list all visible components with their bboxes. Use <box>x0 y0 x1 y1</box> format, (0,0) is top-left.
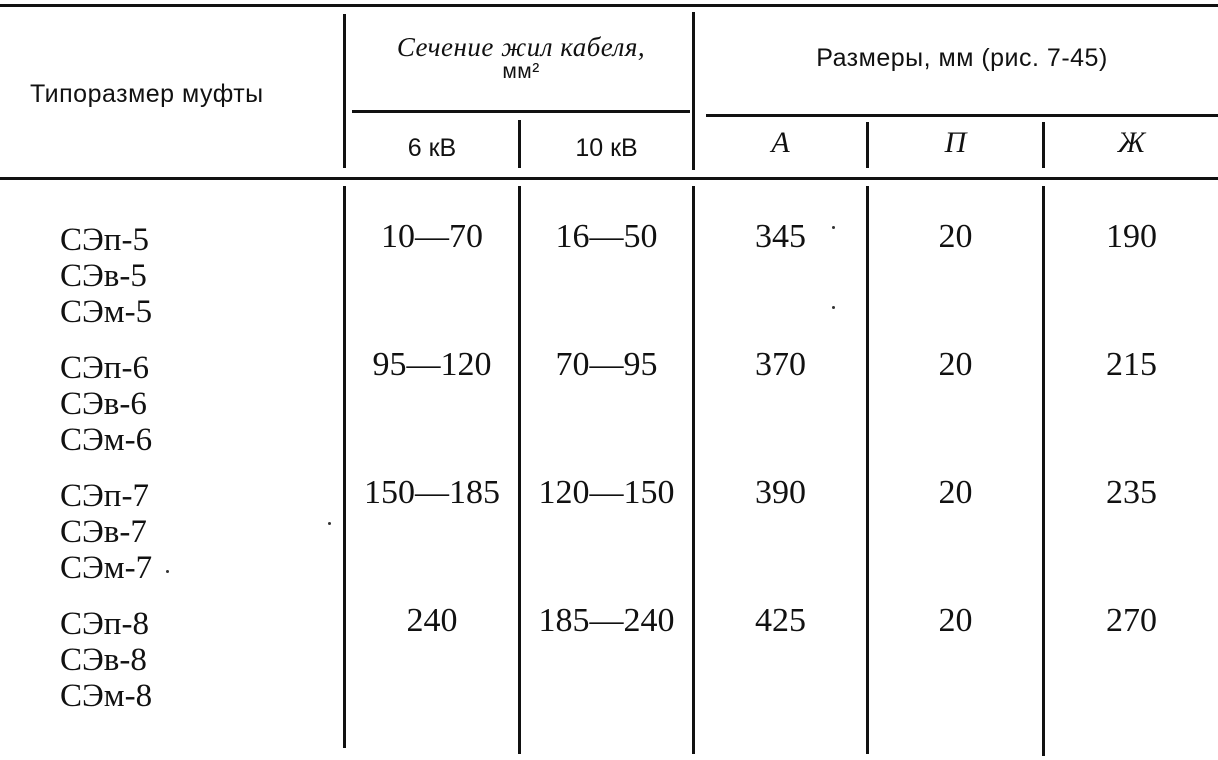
print-speck <box>328 522 331 525</box>
table-row-models <box>60 350 152 458</box>
print-speck <box>166 570 169 573</box>
cell-Zh: 215 <box>1106 346 1157 383</box>
header-A: А <box>771 126 790 159</box>
model-label: СЭм-8 <box>60 678 153 714</box>
cell-6kv: 10—70 <box>381 218 483 255</box>
body-divider-4 <box>866 186 869 754</box>
header-P: П <box>944 126 967 159</box>
header-dimensions: Размеры, мм (рис. 7-45) <box>816 44 1108 72</box>
dims-sub-rule <box>706 114 1218 117</box>
print-speck <box>832 306 835 309</box>
cell-P: 20 <box>938 602 973 639</box>
cell-6kv: 95—120 <box>372 346 492 383</box>
cell-10kv: 120—150 <box>538 474 675 511</box>
model-label: СЭм-6 <box>60 422 153 458</box>
table-row-models <box>60 222 152 330</box>
header-section-title: Сечение жил кабеля, <box>396 32 646 62</box>
table-row-models <box>60 606 152 714</box>
model-label: СЭв-8 <box>60 642 147 678</box>
cell-10kv: 16—50 <box>555 218 658 255</box>
cell-A: 345 <box>755 218 806 255</box>
cell-Zh: 235 <box>1106 474 1157 511</box>
model-label: СЭп-6 <box>60 350 149 386</box>
body-divider-3 <box>692 186 695 754</box>
cell-P: 20 <box>938 346 973 383</box>
section-sub-rule <box>352 110 690 113</box>
table-row-models <box>60 478 152 586</box>
cell-10kv: 70—95 <box>555 346 658 383</box>
cell-A: 390 <box>755 474 806 511</box>
header-bottom-rule <box>0 177 1218 180</box>
header-10kv: 10 кВ <box>575 134 638 162</box>
cell-6kv: 150—185 <box>364 474 500 511</box>
model-label: СЭм-5 <box>60 294 153 330</box>
cell-Zh: 270 <box>1106 602 1157 639</box>
cell-Zh: 190 <box>1106 218 1157 255</box>
model-label: СЭп-8 <box>60 606 149 642</box>
model-label: СЭв-6 <box>60 386 147 422</box>
cell-P: 20 <box>938 218 973 255</box>
model-label: СЭв-5 <box>60 258 147 294</box>
header-6kv: 6 кВ <box>407 134 457 162</box>
cell-P: 20 <box>938 474 973 511</box>
body-divider-2 <box>518 186 521 754</box>
model-label: СЭп-5 <box>60 222 149 258</box>
header-model: Типоразмер муфты <box>30 80 264 108</box>
model-label: СЭм-7 <box>60 550 153 586</box>
model-label: СЭв-7 <box>60 514 147 550</box>
cell-A: 425 <box>755 602 806 639</box>
body-divider-5 <box>1042 186 1045 756</box>
cell-10kv: 185—240 <box>538 602 675 639</box>
body-divider-1 <box>343 186 346 748</box>
print-speck <box>832 226 835 229</box>
cell-A: 370 <box>755 346 806 383</box>
model-label: СЭп-7 <box>60 478 149 514</box>
header-section-unit: мм² <box>502 60 540 83</box>
cell-6kv: 240 <box>406 602 458 639</box>
header-Zh: Ж <box>1117 126 1146 159</box>
top-rule <box>0 4 1218 7</box>
